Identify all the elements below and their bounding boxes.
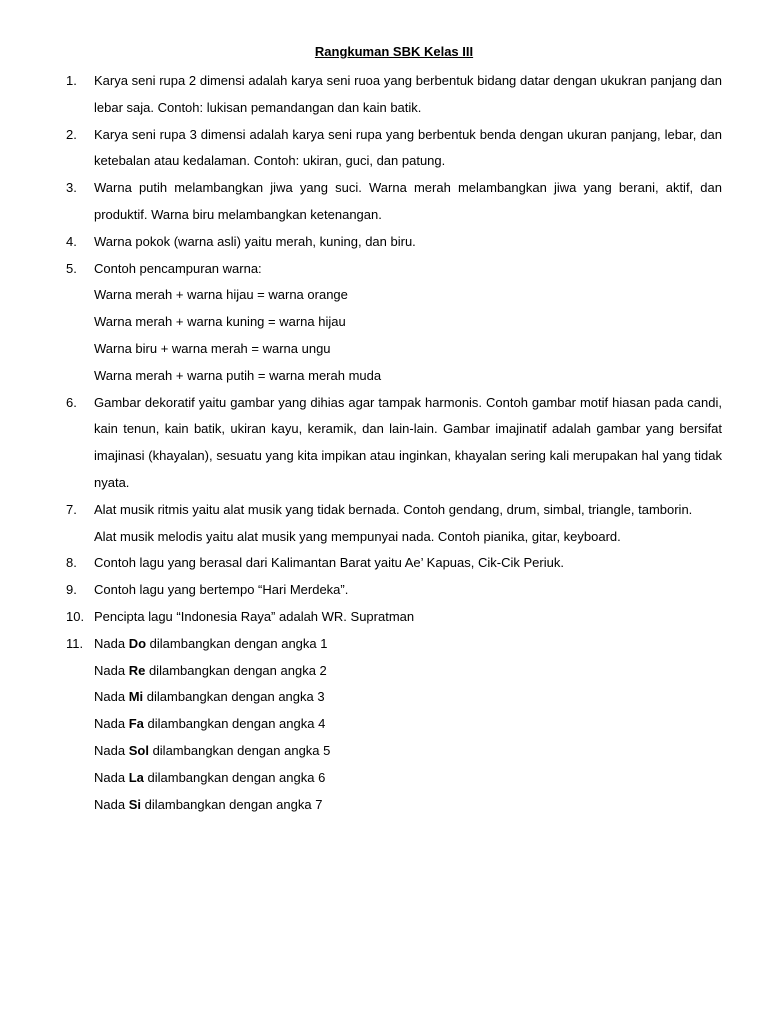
nada-angka: 6 bbox=[318, 769, 326, 785]
list-item-6 bbox=[66, 390, 722, 497]
color-mix-line: Warna merah + warna putih = warna merah muda bbox=[94, 367, 382, 383]
item-extra-line: Alat musik melodis yaitu alat musik yang mempunyai nada. Contoh pianika, gitar, keyboard. bbox=[94, 528, 621, 544]
nada-prefix: Nada bbox=[94, 796, 126, 812]
nada-name: Mi bbox=[128, 689, 144, 705]
item-body bbox=[94, 497, 722, 551]
item-text: Karya seni rupa 3 dimensi adalah karya seni rupa yang berbentuk benda dengan ukuran panjang, lebar, dan ketebalan atau kedalaman. Contoh: ukiran, guci, dan patung. bbox=[94, 126, 722, 169]
item-text: Warna putih melambangkan jiwa yang suci. Warna merah melambangkan jiwa yang berani, aktif, dan produktif. Warna biru melambangkan ketenangan. bbox=[94, 180, 722, 222]
nada-suffix: dilambangkan dengan angka bbox=[147, 716, 315, 732]
nada-name: Si bbox=[128, 796, 141, 812]
list-item-8 bbox=[66, 550, 722, 577]
item-text: Pencipta lagu “Indonesia Raya” adalah WR. Supratman bbox=[94, 608, 415, 624]
item-number: 5. bbox=[66, 260, 77, 276]
nada-line-re bbox=[94, 658, 722, 685]
nada-line-fa bbox=[94, 711, 722, 738]
item-number: 6. bbox=[66, 394, 77, 410]
item-text: Warna pokok (warna asli) yaitu merah, kuning, dan biru. bbox=[94, 233, 416, 249]
item-number: 10. bbox=[66, 608, 85, 624]
nada-line-si bbox=[94, 792, 722, 819]
nada-angka: 4 bbox=[318, 716, 326, 732]
list-item-3 bbox=[66, 175, 722, 229]
nada-line-do bbox=[94, 631, 722, 658]
nada-suffix: dilambangkan dengan angka bbox=[146, 689, 314, 705]
item-text: Gambar dekoratif yaitu gambar yang dihias agar tampak harmonis. Contoh gambar motif hiasan pada candi, kain tenun, kain batik, ukiran kayu, keramik, dan lain-lain. Gambar imajinatif adalah gambar yang bersifat imajinasi (khayalan), sesuatu yang kita impikan atau inginkan, khayalan sering kali merupakan hal yang tidak nyata. bbox=[94, 394, 722, 490]
list-item-11 bbox=[66, 631, 722, 819]
nada-suffix: dilambangkan dengan angka bbox=[149, 635, 317, 651]
nada-prefix: Nada bbox=[94, 769, 126, 785]
nada-name: Do bbox=[128, 635, 147, 651]
item-number: 11. bbox=[66, 635, 84, 651]
nada-angka: 2 bbox=[319, 662, 327, 678]
item-number: 9. bbox=[66, 582, 77, 598]
item-text: Contoh pencampuran warna: bbox=[94, 260, 262, 276]
list-item-2 bbox=[66, 122, 722, 176]
document-title: Rangkuman SBK Kelas III bbox=[314, 44, 474, 59]
nada-name: Re bbox=[128, 662, 146, 678]
nada-line-sol bbox=[94, 738, 722, 765]
color-mix-line: Warna merah + warna hijau = warna orange bbox=[94, 287, 348, 303]
nada-name: Fa bbox=[128, 716, 144, 732]
list-item-1 bbox=[66, 68, 722, 122]
nada-prefix: Nada bbox=[94, 716, 126, 732]
item-number: 4. bbox=[66, 233, 77, 249]
nada-line-mi bbox=[94, 684, 722, 711]
color-mix-line: Warna merah + warna kuning = warna hijau bbox=[94, 314, 346, 330]
item-number: 1. bbox=[66, 73, 77, 88]
nada-suffix: dilambangkan dengan angka bbox=[148, 662, 316, 678]
nada-angka: 1 bbox=[320, 635, 328, 651]
item-number: 8. bbox=[66, 555, 77, 571]
list-item-7 bbox=[66, 497, 722, 551]
nada-prefix: Nada bbox=[94, 635, 126, 651]
item-text: Karya seni rupa 2 dimensi adalah karya seni ruoa yang berbentuk bidang datar dengan ukukran panjang dan lebar saja. Contoh: lukisan pemandangan dan kain batik. bbox=[94, 73, 722, 115]
item-number: 2. bbox=[66, 126, 77, 142]
nada-prefix: Nada bbox=[94, 689, 126, 705]
color-mix-line: Warna biru + warna merah = warna ungu bbox=[94, 340, 331, 356]
item-text: Alat musik ritmis yaitu alat musik yang tidak bernada. Contoh gendang, drum, simbal, triangle, tamborin. bbox=[94, 501, 693, 517]
nada-line-la bbox=[94, 765, 722, 792]
list-item-9 bbox=[66, 577, 722, 604]
nada-name: Sol bbox=[128, 742, 149, 758]
list-item-5 bbox=[66, 256, 722, 390]
nada-suffix: dilambangkan dengan angka bbox=[147, 769, 315, 785]
item-text: Contoh lagu yang berasal dari Kalimantan Barat yaitu Ae’ Kapuas, Cik-Cik Periuk. bbox=[94, 555, 564, 571]
nada-prefix: Nada bbox=[94, 742, 126, 758]
nada-name: La bbox=[128, 769, 144, 785]
nada-angka: 3 bbox=[317, 689, 325, 705]
nada-angka: 7 bbox=[315, 796, 323, 812]
item-body bbox=[94, 256, 722, 390]
list-item-10 bbox=[66, 604, 722, 631]
list-item-4 bbox=[66, 229, 722, 256]
item-number: 7. bbox=[66, 501, 77, 517]
nada-suffix: dilambangkan dengan angka bbox=[152, 742, 320, 758]
item-text: Contoh lagu yang bertempo “Hari Merdeka”. bbox=[94, 582, 349, 598]
item-number: 3. bbox=[66, 180, 77, 196]
nada-prefix: Nada bbox=[94, 662, 126, 678]
nada-list bbox=[94, 631, 722, 819]
nada-angka: 5 bbox=[323, 742, 331, 758]
nada-suffix: dilambangkan dengan angka bbox=[144, 796, 312, 812]
